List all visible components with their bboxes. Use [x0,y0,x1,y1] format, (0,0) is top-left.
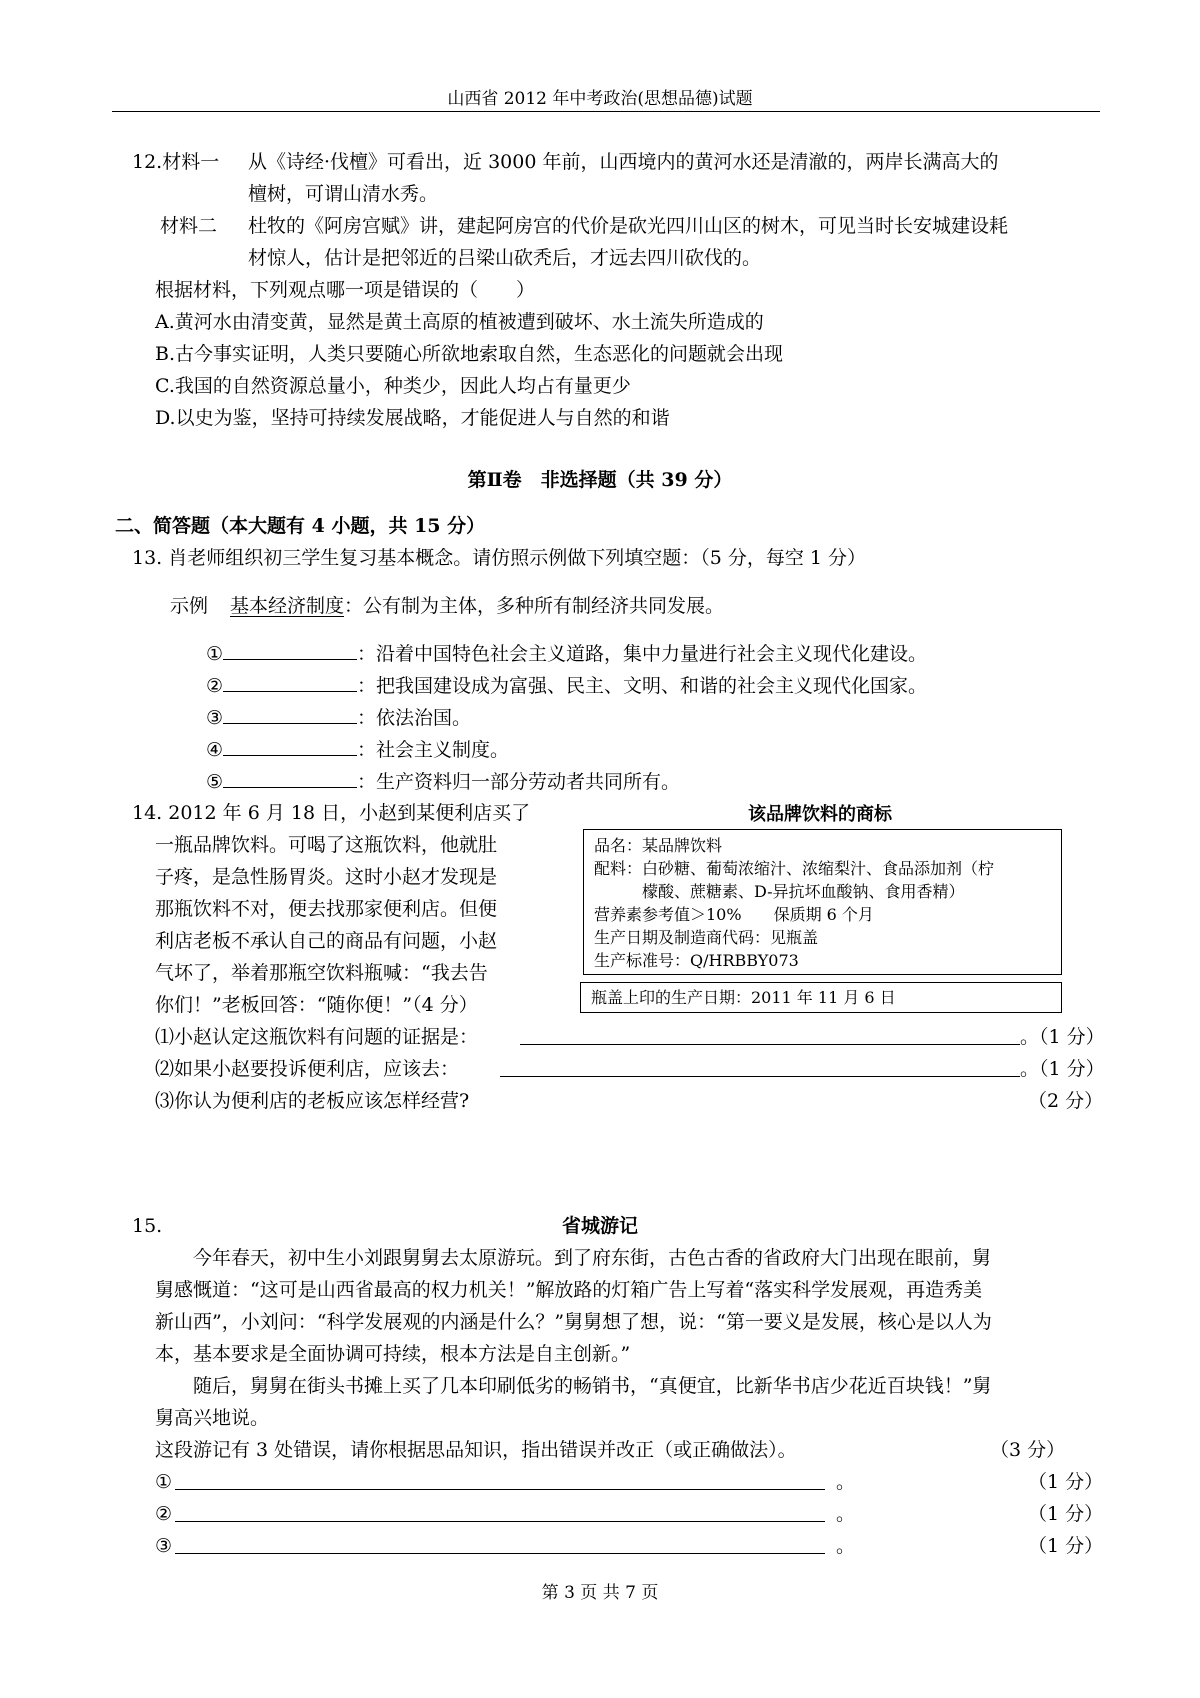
q15-answer-2-number: ② [155,1503,173,1525]
q15-para-line-1: 今年春天，初中生小刘跟舅舅去太原游玩。到了府东街，古色古香的省政府大门出现在眼前，舅 [155,1247,992,1269]
q13-example-prefix: 示例 [170,595,209,617]
q12-option-b: B.古今事实证明，人类只要随心所欲地索取自然，生态恶化的问题就会出现 [155,343,784,365]
q12-option-a: A.黄河水由清变黄，显然是黄土高原的植被遭到破坏、水土流失所造成的 [155,311,764,333]
q15-para-line-5: 随后，舅舅在街头书摊上买了几本印刷低劣的畅销书，“真便宜，比新华书店少花近百块钱！”舅 [155,1375,992,1397]
q13-example [170,590,724,622]
q15-answer-2-score: （1 分） [1028,1503,1104,1525]
q14-sub-1: ⑴小赵认定这瓶饮料有问题的证据是： [155,1026,479,1048]
label-line-standard: 生产标准号：Q/HRBBY073 [594,951,799,970]
q14-line-2: 一瓶品牌饮料。可喝了这瓶饮料，他就肚 [155,834,498,856]
q12-material2-label: 材料二 [160,215,218,237]
q15-answer-3-number: ③ [155,1535,173,1557]
label-line-name: 品名：某品牌饮料 [594,836,723,855]
q13-item-number: ⑤ [206,771,224,793]
q14-sub-3-score: （2 分） [1028,1090,1104,1112]
q14-sub-2-score: 。（1 分） [1020,1058,1105,1080]
answer-blank[interactable] [223,767,357,788]
q13-item-text: ：生产资料归一部分劳动者共同所有。 [357,771,681,793]
part2-title: 第Ⅱ卷 非选择题（共 39 分） [467,469,733,491]
answer-blank[interactable] [223,703,357,724]
q13-item-1 [206,638,927,670]
q15-answer-3-end: 。 [836,1535,856,1557]
answer-blank[interactable] [223,639,357,660]
q15-answer-2-end: 。 [836,1503,856,1525]
q13-item-3 [206,702,471,734]
q15-answer-3-score: （1 分） [1028,1535,1104,1557]
q13-stem: 13. 肖老师组织初三学生复习基本概念。请仿照示例做下列填空题：（5 分，每空 1 分） [132,547,867,569]
answer-blank[interactable] [223,735,357,756]
q14-sub-2-blank[interactable] [500,1076,1020,1077]
q14-sub-1-score: 。（1 分） [1020,1026,1105,1048]
q13-item-number: ② [206,675,224,697]
q13-item-text: ：依法治国。 [357,707,472,729]
q15-answer-2-blank[interactable] [175,1521,825,1522]
q14-sub-2: ⑵如果小赵要投诉便利店，应该去： [155,1058,460,1080]
q13-item-number: ④ [206,739,224,761]
q15-answer-1-number: ① [155,1471,173,1493]
product-label-box [583,829,1062,975]
q13-item-5 [206,766,680,798]
q13-item-text: ：沿着中国特色社会主义道路，集中力量进行社会主义现代化建设。 [357,643,928,665]
bottle-cap-box [580,982,1062,1013]
q15-para-line-6: 舅高兴地说。 [155,1407,270,1429]
q13-example-text: ：公有制为主体，多种所有制经济共同发展。 [344,595,725,617]
q14-line-5: 利店老板不承认自己的商品有问题，小赵 [155,930,498,952]
header-rule [112,111,1100,112]
q13-item-text: ：社会主义制度。 [357,739,510,761]
q13-item-2 [206,670,927,702]
q14-line-4: 那瓶饮料不对，便去找那家便利店。但便 [155,898,498,920]
q12-option-d: D.以史为鉴，坚持可持续发展战略，才能促进人与自然的和谐 [155,407,670,429]
page-header-title: 山西省 2012 年中考政治(思想品德)试题 [447,89,753,109]
q14-line-6: 气坏了，举着那瓶空饮料瓶喊：“我去告 [155,962,488,984]
q15-instruction: 这段游记有 3 处错误，请你根据思品知识，指出错误并改正（或正确做法）。 [155,1439,797,1461]
q15-answer-1-score: （1 分） [1028,1471,1104,1493]
q12-stem: 根据材料，下列观点哪一项是错误的（ ） [155,279,536,301]
answer-blank[interactable] [223,671,357,692]
q15-answer-3-blank[interactable] [175,1553,825,1554]
q15-title: 省城游记 [561,1215,638,1237]
q14-line-1: 14. 2012 年 6 月 18 日，小赵到某便利店买了 [132,802,531,824]
q14-line-7: 你们！”老板回答：“随你便！”（4 分） [155,994,478,1016]
q13-item-number: ① [206,643,224,665]
q12-material1-line2: 檀树，可谓山清水秀。 [248,183,439,205]
label-box-title: 该品牌饮料的商标 [748,804,892,825]
page-footer: 第 3 页 共 7 页 [541,1583,659,1603]
q14-sub-1-blank[interactable] [520,1044,1020,1045]
q12-material1-line1: 从《诗经·伐檀》可看出，近 3000 年前，山西境内的黄河水还是清澈的，两岸长满高大的 [248,151,999,173]
q15-instruction-score: （3 分） [990,1439,1066,1461]
q12-option-c: C.我国的自然资源总量小，种类少，因此人均占有量更少 [155,375,631,397]
q13-item-number: ③ [206,707,224,729]
q13-item-4 [206,734,509,766]
q12-material2-line1: 杜牧的《阿房宫赋》讲，建起阿房宫的代价是砍光四川山区的树木，可见当时长安城建设耗 [248,215,1009,237]
q15-number: 15. [132,1215,163,1237]
q14-line-3: 子疼，是急性肠胃炎。这时小赵才发现是 [155,866,498,888]
q15-answer-1-end: 。 [836,1471,856,1493]
q14-sub-3: ⑶你认为便利店的老板应该怎样经营? [155,1090,470,1112]
bottle-cap-date: 瓶盖上印的生产日期：2011 年 11 月 6 日 [591,988,896,1007]
label-line-ingredients-2: 檬酸、蔗糖素、D-异抗坏血酸钠、食用香精） [594,882,965,901]
q15-answer-1-blank[interactable] [175,1489,825,1490]
q12-material2-line2: 材惊人，估计是把邻近的吕梁山砍秃后，才远去四川砍伐的。 [248,247,762,269]
q15-para-line-2: 舅感慨道：“这可是山西省最高的权力机关！”解放路的灯箱广告上写着“落实科学发展观，再造秀美 [155,1279,983,1301]
q15-para-line-4: 本，基本要求是全面协调可持续，根本方法是自主创新。” [155,1343,631,1365]
q12-material1-label: 12.材料一 [132,151,220,173]
label-line-nutrition: 营养素参考值＞10% 保质期 6 个月 [594,905,874,924]
q13-item-text: ：把我国建设成为富强、民主、文明、和谐的社会主义现代化国家。 [357,675,928,697]
section2-title: 二、简答题（本大题有 4 小题，共 15 分） [115,515,486,537]
label-line-ingredients-1: 配料：白砂糖、葡萄浓缩汁、浓缩梨汁、食品添加剂（柠 [594,859,995,878]
q15-para-line-3: 新山西”，小刘问：“科学发展观的内涵是什么？”舅舅想了想，说：“第一要义是发展，核心是以人为 [155,1311,992,1333]
q13-example-term: 基本经济制度 [230,595,345,617]
label-line-production-date: 生产日期及制造商代码：见瓶盖 [594,928,819,947]
